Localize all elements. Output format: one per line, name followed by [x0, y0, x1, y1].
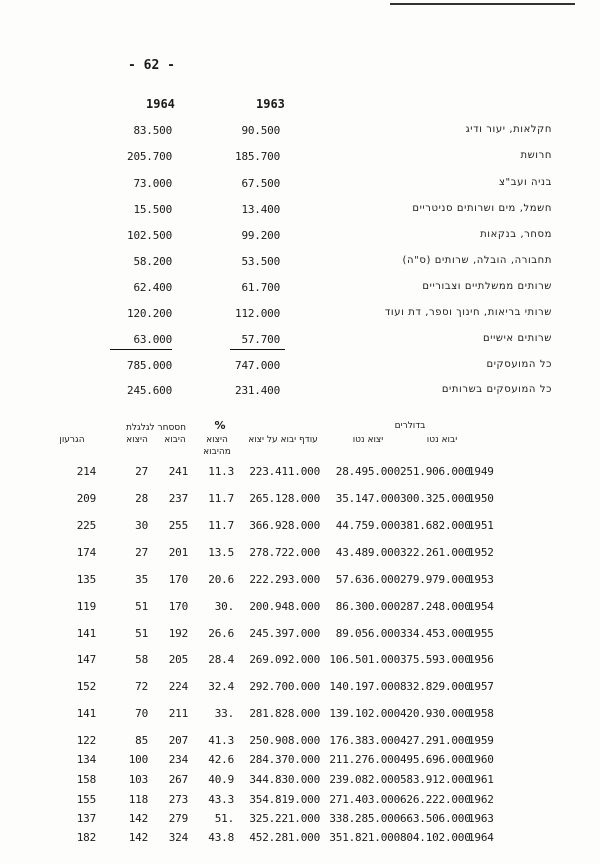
- trade-imports-per-capita: 170: [168, 573, 188, 586]
- sector-value-1964: 73.000: [133, 177, 172, 190]
- trade-deficit: 147: [76, 653, 96, 666]
- trade-surplus: 325.221.000: [249, 812, 320, 825]
- trade-imports-per-capita: 267: [168, 773, 188, 786]
- trade-exports: 28.495.000: [335, 465, 400, 478]
- trade-imports-per-capita: 205: [168, 653, 188, 666]
- sector-label: חשמל, מים ושרותים סניטריים: [412, 203, 552, 214]
- trade-deficit: 158: [76, 773, 96, 786]
- trade-exports-per-capita: 51: [135, 600, 148, 613]
- trade-year: 1949: [468, 465, 494, 478]
- trade-exports-per-capita: 70: [135, 707, 148, 720]
- page-number: - 62 -: [128, 58, 175, 73]
- trade-surplus: 269.092.000: [249, 653, 320, 666]
- subtotal-underline: [230, 349, 285, 350]
- header-dollars: בדולרים: [394, 421, 426, 431]
- sector-value-1963: 90.500: [241, 124, 280, 137]
- header-imports: יבוא נטו: [426, 435, 458, 445]
- trade-pct: 42.6: [208, 753, 234, 766]
- trade-exports-per-capita: 100: [128, 753, 148, 766]
- trade-imports: 334.453.000: [400, 627, 471, 640]
- trade-exports-per-capita: 58: [135, 653, 148, 666]
- trade-year: 1963: [468, 812, 494, 825]
- subtotal-underline: [110, 349, 172, 350]
- trade-exports: 43.489.000: [335, 546, 400, 559]
- trade-exports: 139.102.000: [329, 707, 400, 720]
- trade-imports: 420.930.000: [400, 707, 471, 720]
- sectors-year-header: 1964: [146, 97, 175, 111]
- trade-imports: 583.912.000: [400, 773, 471, 786]
- sector-value-1963: 747.000: [235, 359, 280, 372]
- trade-year: 1950: [468, 492, 494, 505]
- sector-label: חקלאות, יעור ודיג: [465, 124, 552, 135]
- trade-pct: 11.7: [208, 519, 234, 532]
- trade-exports-per-capita: 103: [128, 773, 148, 786]
- trade-exports: 239.082.000: [329, 773, 400, 786]
- trade-imports: 251.906.000: [400, 465, 471, 478]
- trade-exports-per-capita: 28: [135, 492, 148, 505]
- trade-surplus: 292.700.000: [249, 680, 320, 693]
- trade-imports-per-capita: 234: [168, 753, 188, 766]
- trade-deficit: 135: [76, 573, 96, 586]
- trade-imports-per-capita: 241: [168, 465, 188, 478]
- trade-pct: 51.: [214, 812, 234, 825]
- trade-deficit: 134: [76, 753, 96, 766]
- trade-year: 1958: [468, 707, 494, 720]
- trade-year: 1952: [468, 546, 494, 559]
- trade-pct: 30.: [214, 600, 234, 613]
- trade-imports: 287.248.000: [400, 600, 471, 613]
- trade-imports-per-capita: 192: [168, 627, 188, 640]
- trade-exports: 271.403.000: [329, 793, 400, 806]
- trade-exports-per-capita: 142: [128, 812, 148, 825]
- trade-year: 1959: [468, 734, 494, 747]
- sector-label: מסחר, בנקאות: [480, 229, 552, 240]
- sector-value-1964: 15.500: [133, 203, 172, 216]
- sector-value-1964: 83.500: [133, 124, 172, 137]
- trade-pct: 43.8: [208, 831, 234, 844]
- trade-deficit: 137: [76, 812, 96, 825]
- trade-deficit: 122: [76, 734, 96, 747]
- trade-surplus: 366.928.000: [249, 519, 320, 532]
- trade-surplus: 200.948.000: [249, 600, 320, 613]
- sector-value-1964: 102.500: [127, 229, 172, 242]
- trade-exports-per-capita: 72: [135, 680, 148, 693]
- trade-imports-per-capita: 207: [168, 734, 188, 747]
- trade-year: 1955: [468, 627, 494, 640]
- trade-exports: 35.147.000: [335, 492, 400, 505]
- trade-deficit: 214: [76, 465, 96, 478]
- trade-exports-per-capita: 118: [128, 793, 148, 806]
- trade-pct: 11.7: [208, 492, 234, 505]
- trade-deficit: 209: [76, 492, 96, 505]
- trade-imports-per-capita: 201: [168, 546, 188, 559]
- trade-imports: 495.696.000: [400, 753, 471, 766]
- sector-value-1964: 785.000: [127, 359, 172, 372]
- trade-exports-per-capita: 27: [135, 465, 148, 478]
- trade-imports: 804.102.000: [400, 831, 471, 844]
- sector-value-1963: 67.500: [241, 177, 280, 190]
- trade-exports: 176.383.000: [329, 734, 400, 747]
- trade-year: 1962: [468, 793, 494, 806]
- top-rule: [390, 3, 575, 5]
- sector-label: תחבורה, הובלה, שרותים (ס"ה): [402, 255, 552, 266]
- sector-label: חרושת: [520, 150, 552, 161]
- sectors-year-header: 1963: [256, 97, 285, 111]
- trade-imports-per-capita: 324: [168, 831, 188, 844]
- trade-exports-per-capita: 30: [135, 519, 148, 532]
- trade-exports-per-capita: 35: [135, 573, 148, 586]
- trade-imports: 427.291.000: [400, 734, 471, 747]
- trade-exports-per-capita: 51: [135, 627, 148, 640]
- sector-value-1964: 58.200: [133, 255, 172, 268]
- trade-exports-per-capita: 142: [128, 831, 148, 844]
- sector-value-1963: 112.000: [235, 307, 280, 320]
- sector-label: כל המועסקים בשרותים: [441, 384, 552, 395]
- trade-imports: 663.506.000: [400, 812, 471, 825]
- trade-exports: 57.636.000: [335, 573, 400, 586]
- trade-year: 1961: [468, 773, 494, 786]
- header-deficit: הגרעון: [59, 435, 85, 445]
- trade-exports: 140.197.000: [329, 680, 400, 693]
- trade-pct: 28.4: [208, 653, 234, 666]
- sector-value-1964: 62.400: [133, 281, 172, 294]
- sector-value-1964: 245.600: [127, 384, 172, 397]
- trade-pct: 32.4: [208, 680, 234, 693]
- trade-surplus: 222.293.000: [249, 573, 320, 586]
- header-cover-exports: היצוא: [126, 435, 148, 445]
- sector-value-1963: 13.400: [241, 203, 280, 216]
- trade-year: 1953: [468, 573, 494, 586]
- trade-imports-per-capita: 279: [168, 812, 188, 825]
- trade-deficit: 152: [76, 680, 96, 693]
- trade-pct: 43.3: [208, 793, 234, 806]
- trade-imports-per-capita: 211: [168, 707, 188, 720]
- trade-imports-per-capita: 237: [168, 492, 188, 505]
- trade-surplus: 278.722.000: [249, 546, 320, 559]
- sector-value-1963: 231.400: [235, 384, 280, 397]
- header-cover-imports: היבוא: [164, 435, 186, 445]
- trade-year: 1957: [468, 680, 494, 693]
- trade-imports: 322.261.000: [400, 546, 471, 559]
- trade-surplus: 223.411.000: [249, 465, 320, 478]
- header-cover: חססחר לגלגלת: [125, 423, 187, 433]
- sector-label: שרותים ממשלתיים וצבוריים: [422, 281, 552, 292]
- sector-value-1963: 61.700: [241, 281, 280, 294]
- trade-imports: 381.682.000: [400, 519, 471, 532]
- trade-deficit: 119: [76, 600, 96, 613]
- trade-deficit: 155: [76, 793, 96, 806]
- trade-imports-per-capita: 224: [168, 680, 188, 693]
- trade-imports-per-capita: 170: [168, 600, 188, 613]
- trade-year: 1964: [468, 831, 494, 844]
- sector-value-1964: 205.700: [127, 150, 172, 163]
- trade-imports-per-capita: 255: [168, 519, 188, 532]
- trade-year: 1960: [468, 753, 494, 766]
- trade-year: 1954: [468, 600, 494, 613]
- trade-surplus: 245.397.000: [249, 627, 320, 640]
- trade-deficit: 174: [76, 546, 96, 559]
- trade-exports: 338.285.000: [329, 812, 400, 825]
- sector-value-1964: 120.200: [127, 307, 172, 320]
- sector-label: שרותי בריאות, חינוך וספר, דת ועוד: [384, 307, 552, 318]
- sector-label: שרותים אישיים: [483, 333, 552, 344]
- trade-pct: 11.3: [208, 465, 234, 478]
- trade-exports: 89.056.000: [335, 627, 400, 640]
- trade-surplus: 250.908.000: [249, 734, 320, 747]
- trade-year: 1956: [468, 653, 494, 666]
- trade-surplus: 354.819.000: [249, 793, 320, 806]
- sector-label: כל המועסקים: [486, 359, 552, 370]
- sector-value-1963: 185.700: [235, 150, 280, 163]
- trade-imports: 375.593.000: [400, 653, 471, 666]
- trade-exports: 86.300.000: [335, 600, 400, 613]
- trade-exports: 351.821.000: [329, 831, 400, 844]
- header-pct: היצוא מהיבוא: [203, 435, 231, 457]
- sector-value-1963: 57.700: [241, 333, 280, 346]
- trade-imports: 300.325.000: [400, 492, 471, 505]
- trade-exports: 44.759.000: [335, 519, 400, 532]
- trade-imports: 626.222.000: [400, 793, 471, 806]
- trade-imports: 832.829.000: [400, 680, 471, 693]
- header-surplus: עודף יבוא על יצוא: [248, 435, 318, 445]
- trade-pct: 40.9: [208, 773, 234, 786]
- trade-pct: 13.5: [208, 546, 234, 559]
- trade-deficit: 182: [76, 831, 96, 844]
- sector-value-1963: 99.200: [241, 229, 280, 242]
- trade-exports-per-capita: 27: [135, 546, 148, 559]
- trade-surplus: 265.128.000: [249, 492, 320, 505]
- trade-surplus: 284.370.000: [249, 753, 320, 766]
- header-pct-sign: %: [214, 419, 226, 432]
- trade-exports: 106.501.000: [329, 653, 400, 666]
- trade-year: 1951: [468, 519, 494, 532]
- trade-exports-per-capita: 85: [135, 734, 148, 747]
- trade-deficit: 225: [76, 519, 96, 532]
- trade-surplus: 281.828.000: [249, 707, 320, 720]
- trade-pct: 20.6: [208, 573, 234, 586]
- sector-value-1963: 53.500: [241, 255, 280, 268]
- trade-imports-per-capita: 273: [168, 793, 188, 806]
- trade-surplus: 452.281.000: [249, 831, 320, 844]
- sector-value-1964: 63.000: [133, 333, 172, 346]
- trade-surplus: 344.830.000: [249, 773, 320, 786]
- header-exports: יצוא נטו: [352, 435, 384, 445]
- trade-deficit: 141: [76, 627, 96, 640]
- trade-pct: 33.: [214, 707, 234, 720]
- trade-deficit: 141: [76, 707, 96, 720]
- trade-exports: 211.276.000: [329, 753, 400, 766]
- sector-label: בניה ועב"צ: [498, 177, 552, 188]
- trade-pct: 26.6: [208, 627, 234, 640]
- trade-pct: 41.3: [208, 734, 234, 747]
- trade-imports: 279.979.000: [400, 573, 471, 586]
